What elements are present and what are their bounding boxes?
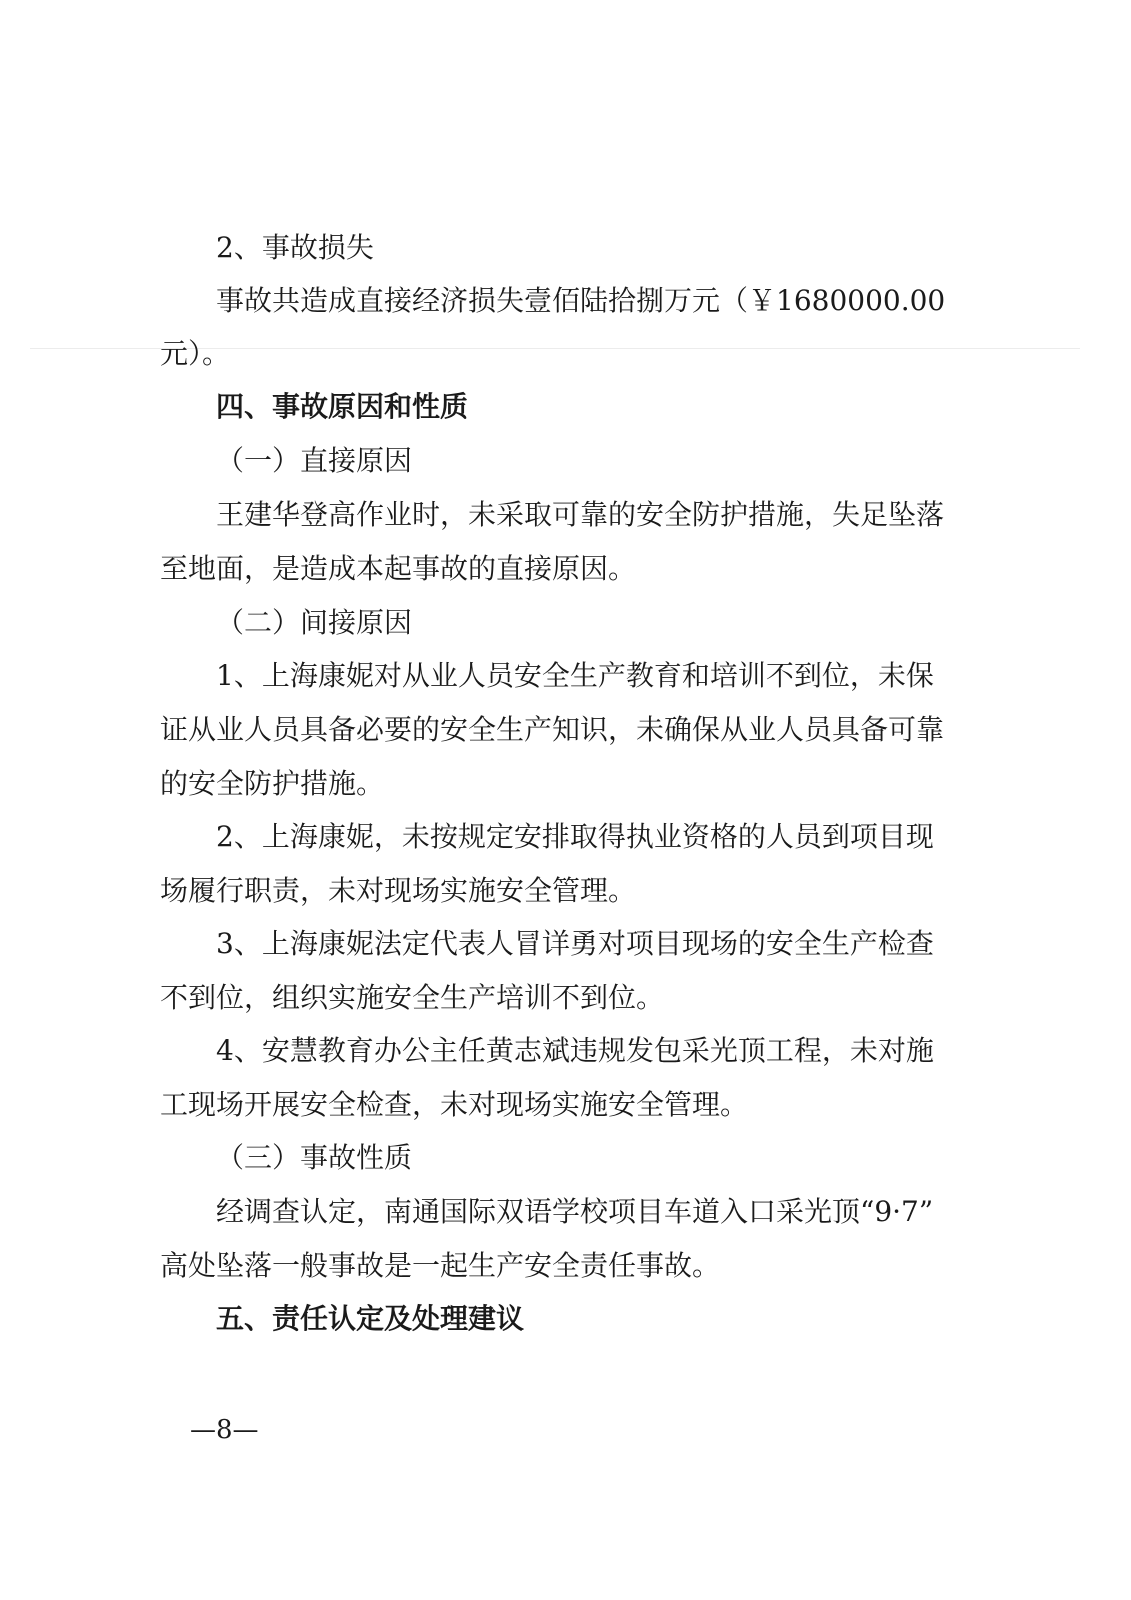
indirect-cause-2-line-1: 2、上海康妮，未按规定安排取得执业资格的人员到项目现 [216, 820, 934, 853]
accident-nature-heading: （三）事故性质 [216, 1141, 413, 1174]
direct-cause-heading: （一）直接原因 [216, 444, 413, 477]
indirect-cause-3-line-1: 3、上海康妮法定代表人冒详勇对项目现场的安全生产检查 [216, 927, 934, 960]
indirect-cause-1-line-2: 证从业人员具备必要的安全生产知识，未确保从业人员具备可靠 [160, 713, 945, 746]
loss-text-line-1: 事故共造成直接经济损失壹佰陆拾捌万元（￥1680000.00 [216, 284, 946, 317]
indirect-cause-3-line-2: 不到位，组织实施安全生产培训不到位。 [160, 981, 665, 1014]
loss-heading: 2、事故损失 [216, 231, 374, 264]
indirect-cause-1-line-1: 1、上海康妮对从业人员安全生产教育和培训不到位，未保 [216, 659, 934, 692]
accident-nature-line-1: 经调查认定，南通国际双语学校项目车道入口采光顶“9·7” [216, 1195, 934, 1228]
indirect-cause-4-line-2: 工现场开展安全检查，未对现场实施安全管理。 [160, 1088, 749, 1121]
section-4-heading: 四、事故原因和性质 [216, 390, 469, 423]
accident-nature-line-2: 高处坠落一般事故是一起生产安全责任事故。 [160, 1249, 721, 1282]
loss-text-line-2: 元）。 [160, 337, 231, 370]
indirect-cause-2-line-2: 场履行职责，未对现场实施安全管理。 [160, 874, 637, 907]
indirect-cause-4-line-1: 4、安慧教育办公主任黄志斌违规发包采光顶工程，未对施 [216, 1034, 934, 1067]
indirect-cause-heading: （二）间接原因 [216, 606, 413, 639]
page-number: —8— [190, 1415, 259, 1445]
indirect-cause-1-line-3: 的安全防护措施。 [160, 767, 385, 800]
section-5-heading: 五、责任认定及处理建议 [216, 1302, 525, 1335]
direct-cause-line-2: 至地面，是造成本起事故的直接原因。 [160, 552, 637, 585]
direct-cause-line-1: 王建华登高作业时，未采取可靠的安全防护措施，失足坠落 [216, 498, 945, 531]
